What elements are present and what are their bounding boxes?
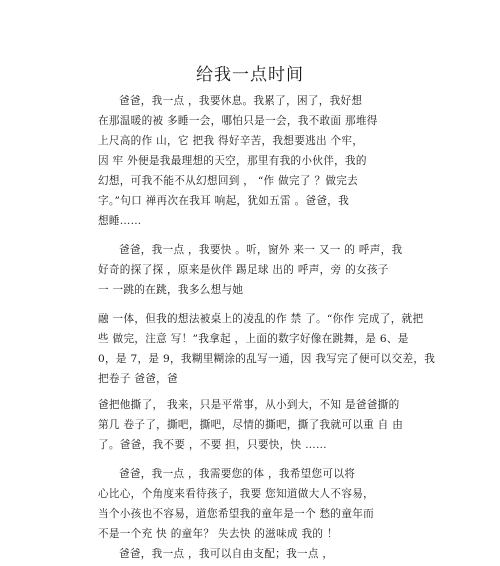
text-line: 第几 卷子了，撕吧，撕吧，尽情的撕吧，撕了我就可以重 自 由 xyxy=(98,419,404,431)
text-line: 不是一个充 快 的童年？ 失去快 的滋味成 我的 ！ xyxy=(98,528,338,540)
text-line: 些 做完，注意 写！”我拿起 ，上面的数字好像在跳舞，是 6、是 xyxy=(98,333,409,345)
text-line: 因 牢 外便是我最理想的天空，那里有我的小伙伴，我的 xyxy=(98,155,367,167)
page-title: 给我一点时间 xyxy=(196,65,304,85)
text-line: 融 一体，但我的想法被桌上的凌乱的作 禁 了。“你作 完成了，就把 xyxy=(98,313,424,325)
text-line: 爸爸，我一点 ，我可以自由支配；我一点 ， xyxy=(119,548,334,560)
text-line: 上尺高的作 山，它 把我 得好辛苦，我想要逃出 个牢， xyxy=(98,135,364,147)
text-line: 当个小孩也不容易，道您希望我的童年是一个 愁的童年而 xyxy=(98,508,375,520)
text-line: 好奇的探了探 ，原来是伙伴 踢足球 出的 呼声，旁 的女孩子 xyxy=(98,264,389,276)
text-line: 心比心，个角度来看待孩子，我要 您知道做大人不容易， xyxy=(98,488,375,500)
text-line: 爸爸，我一点 ，我要休息。我累了，困了，我好想 xyxy=(119,95,363,107)
text-line: 在那温暖的被 多睡一会，哪怕只是一会，我不敢面 那堆得 xyxy=(98,115,378,127)
text-line: 爸爸，我一点 ，我要快 。听，窗外 来一 又一 的 呼声，我 xyxy=(119,244,403,256)
text-line: 把卷子 爸爸，爸 xyxy=(98,373,178,385)
text-line: 爸把他撕了， 我来，只是平常事，从小到大，不知 是爸爸撕的 xyxy=(98,399,400,411)
text-line: 了。爸爸，我不要 ，不要 担，只要快，快 …… xyxy=(98,439,327,451)
text-line: 幻想，可我不能不从幻想回到 ， “作 做完了 ？做完去 xyxy=(98,175,359,187)
text-line: 字。”句口 禅再次在我耳 响起，犹如五雷 。爸爸，我 xyxy=(98,195,350,207)
text-line: 爸爸，我一点 ，我需要您的体 ，我希望您可以将 xyxy=(119,468,356,480)
text-line: 想睡…… xyxy=(98,215,142,227)
text-line: 一 一跳的在跳，我多么想与她 xyxy=(98,284,244,296)
text-line: 0，是 7，是 9，我糊里糊涂的乱写一通，因 我写完了便可以交差，我 xyxy=(98,353,436,365)
